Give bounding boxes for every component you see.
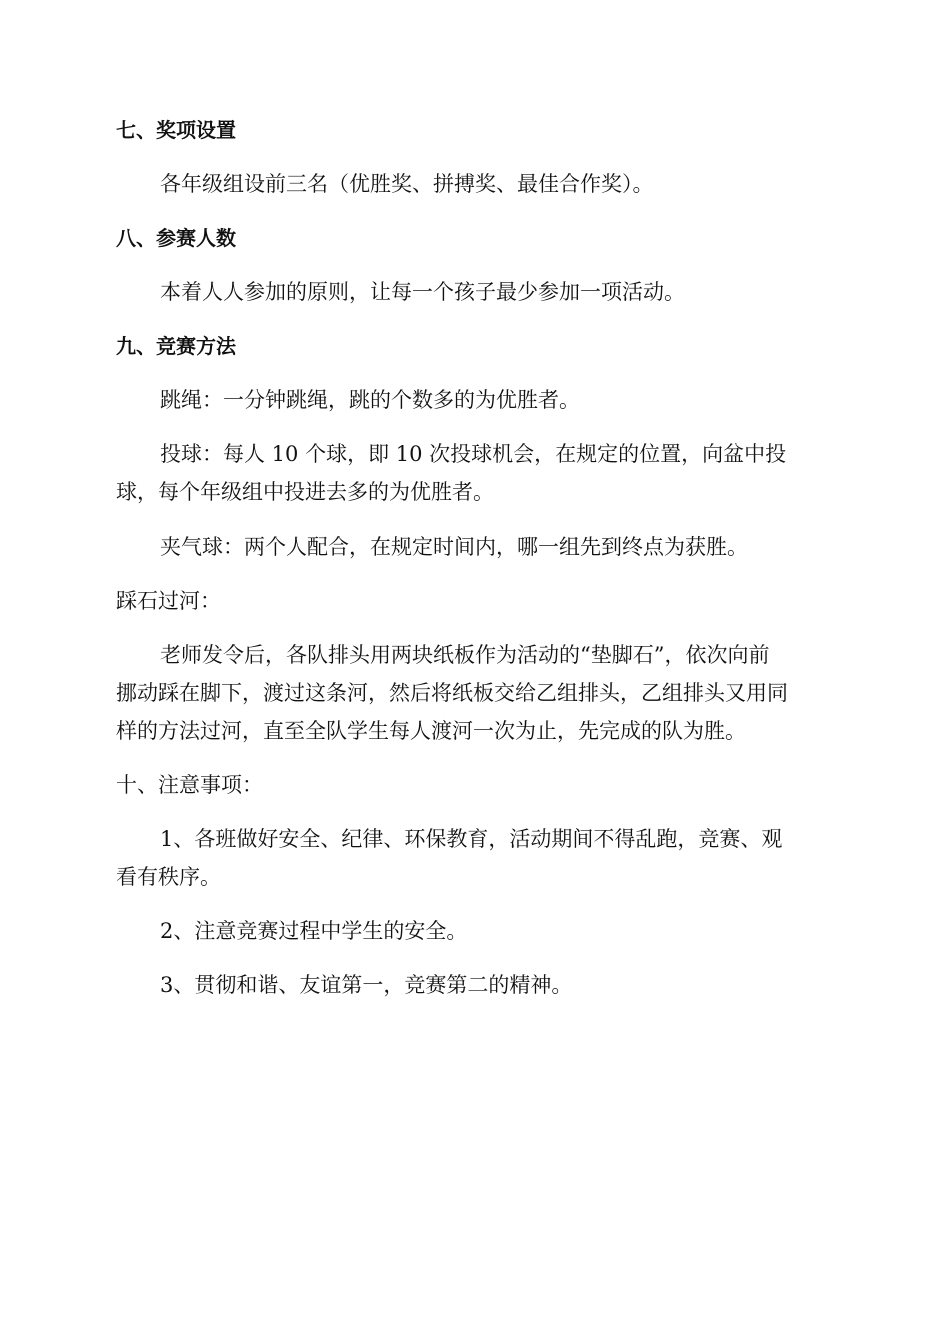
jump-rope-text: 跳绳：一分钟跳绳，跳的个数多的为优胜者。 xyxy=(160,388,580,412)
note-1-line1: 1、各班做好安全、纪律、环保教育，活动期间不得乱跑，竞赛、观 xyxy=(160,827,783,851)
throw-ball-text-line2: 球，每个年级组中投进去多的为优胜者。 xyxy=(116,480,494,504)
balloon-text: 夹气球：两个人配合，在规定时间内，哪一组先到终点为获胜。 xyxy=(160,535,748,559)
throw-ball-text-line1: 投球：每人 10 个球，即 10 次投球机会，在规定的位置，向盆中投 xyxy=(160,442,787,466)
section-heading-methods: 九、竞赛方法 xyxy=(116,334,236,358)
participants-text: 本着人人参加的原则，让每一个孩子最少参加一项活动。 xyxy=(160,280,685,304)
awards-text: 各年级组设前三名（优胜奖、拼搏奖、最佳合作奖）。 xyxy=(160,172,654,196)
stones-text-line3: 样的方法过河，直至全队学生每人渡河一次为止，先完成的队为胜。 xyxy=(116,719,746,743)
section-heading-participants: 八、参赛人数 xyxy=(116,226,236,250)
stones-title: 踩石过河： xyxy=(116,589,221,613)
note-2: 2、注意竞赛过程中学生的安全。 xyxy=(160,919,468,943)
stones-text-line1: 老师发令后，各队排头用两块纸板作为活动的“垫脚石”，依次向前 xyxy=(160,643,770,667)
note-3: 3、贯彻和谐、友谊第一，竞赛第二的精神。 xyxy=(160,973,573,997)
section-heading-awards: 七、奖项设置 xyxy=(116,118,236,142)
stones-text-line2: 挪动踩在脚下，渡过这条河，然后将纸板交给乙组排头，乙组排头又用同 xyxy=(116,681,788,705)
section-heading-notes: 十、注意事项： xyxy=(116,773,263,797)
note-1-line2: 看有秩序。 xyxy=(116,865,221,889)
